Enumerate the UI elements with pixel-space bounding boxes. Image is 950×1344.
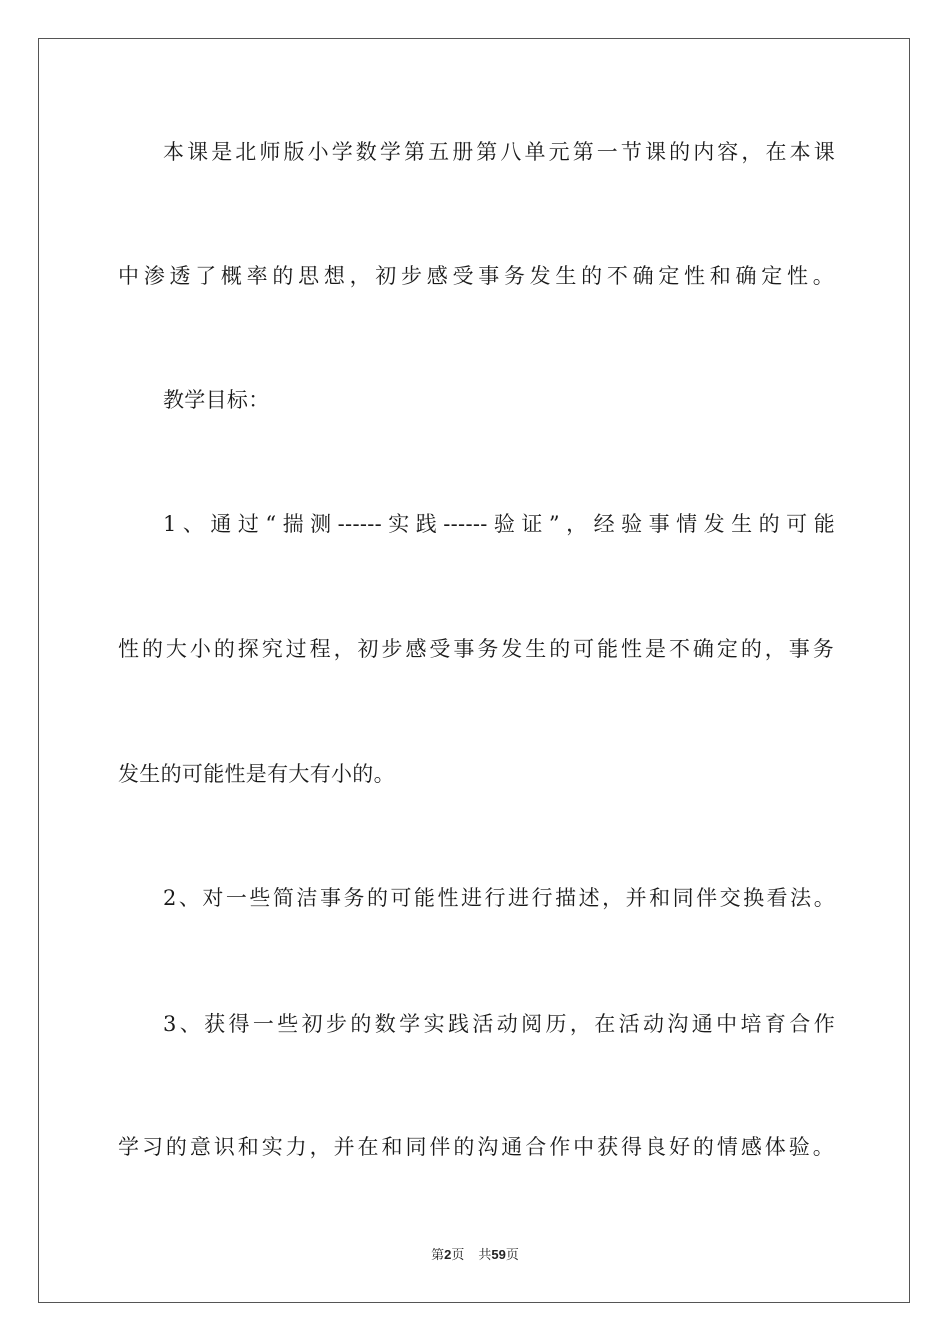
goal-1-line-3: 发生的可能性是有大有小的。 bbox=[118, 762, 395, 786]
goal-3-line-2: 学习的意识和实力，并在和同伴的沟通合作中获得良好的情感体验。 bbox=[118, 1135, 834, 1159]
page-frame bbox=[38, 38, 910, 1303]
page-footer bbox=[0, 1246, 950, 1265]
goal-3-line-1: 3、获得一些初步的数学实践活动阅历，在活动沟通中培育合作 bbox=[163, 1012, 835, 1036]
footer-total-prefix: 共 bbox=[478, 1248, 492, 1263]
heading-teaching-goals: 教学目标： bbox=[163, 388, 270, 412]
footer-total-suffix: 页 bbox=[505, 1248, 519, 1263]
goal-1-line-1: 1、通过“揣测------实践------验证”，经验事情发生的可能 bbox=[163, 512, 835, 536]
footer-page-suffix: 页 bbox=[451, 1248, 465, 1263]
footer-page-number: 2 bbox=[444, 1247, 452, 1262]
footer-total-pages: 59 bbox=[491, 1247, 506, 1262]
paragraph-intro-line-2: 中渗透了概率的思想，初步感受事务发生的不确定性和确定性。 bbox=[118, 264, 834, 288]
footer-page-prefix: 第 bbox=[431, 1248, 445, 1263]
paragraph-intro-line-1: 本课是北师版小学数学第五册第八单元第一节课的内容，在本课 bbox=[163, 140, 835, 164]
goal-2-line-1: 2、对一些简洁事务的可能性进行进行描述，并和同伴交换看法。 bbox=[163, 886, 835, 910]
goal-1-line-2: 性的大小的探究过程，初步感受事务发生的可能性是不确定的，事务 bbox=[118, 637, 834, 661]
